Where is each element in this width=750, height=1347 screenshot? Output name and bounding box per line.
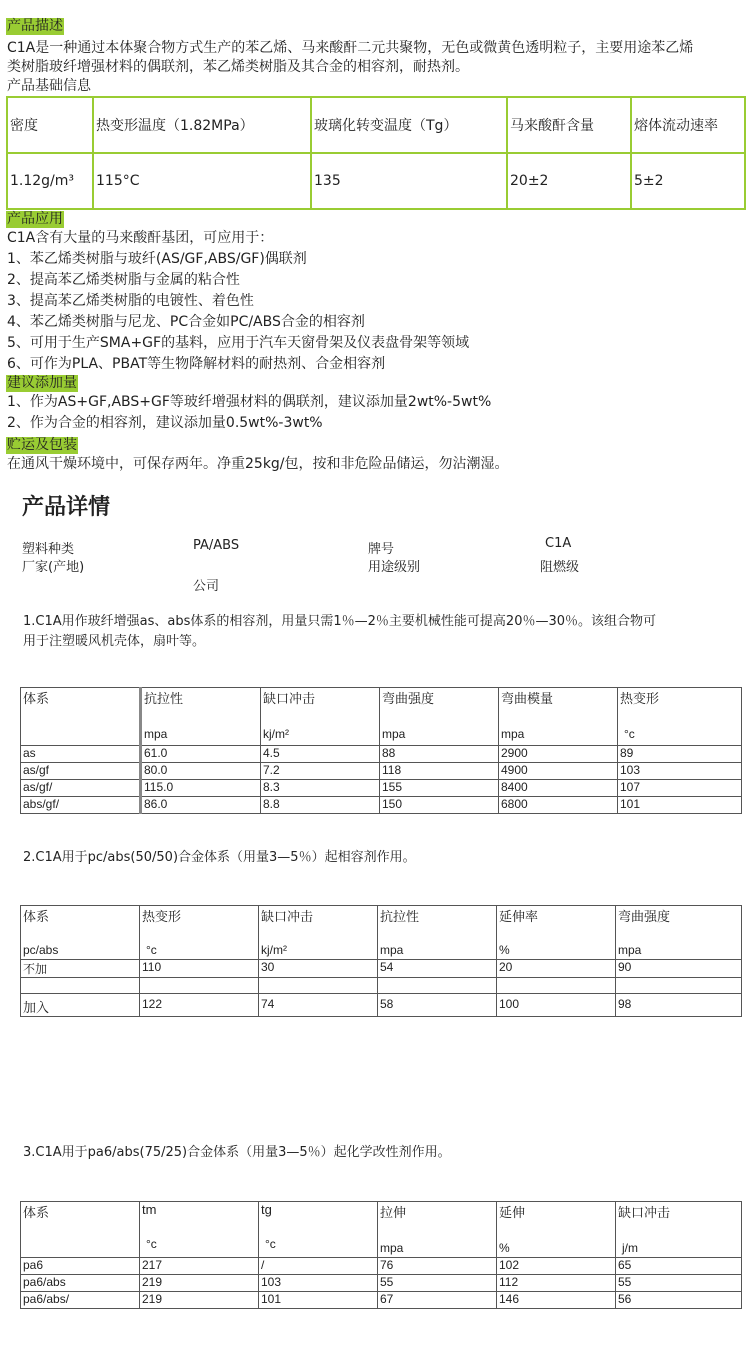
plastic-type-label: 塑料种类 — [22, 542, 75, 557]
plastic-type-value: PA/ABS — [193, 538, 240, 553]
basic-header-cell: 马来酸酐含量 — [507, 97, 631, 153]
table2-cell: 58 — [378, 994, 497, 1017]
table2-cell: 20 — [497, 960, 616, 978]
table2-cell: 90 — [616, 960, 742, 978]
details-title: 产品详情 — [22, 495, 111, 520]
table1-cell: 6800 — [499, 797, 618, 814]
table3-header-cell — [378, 1202, 497, 1258]
table2-header-text: 弯曲强度 — [618, 909, 671, 924]
table1-cell: 107 — [618, 780, 742, 797]
table1-cell: 118 — [380, 763, 499, 780]
table2-cell: 98 — [616, 994, 742, 1017]
table1-cell: 8.8 — [261, 797, 380, 814]
table3-cell: 146 — [497, 1292, 616, 1309]
table2-cell — [140, 978, 259, 994]
table-row — [21, 994, 742, 1017]
table1-header-row — [21, 688, 742, 746]
table3-cell: 112 — [497, 1275, 616, 1292]
maker-label: 厂家(产地) — [22, 560, 85, 575]
table1-header-cell — [261, 688, 380, 746]
table3-header-row — [21, 1202, 742, 1258]
table1-header-cell — [21, 688, 141, 746]
table1-header-text: 缺口冲击 — [263, 691, 316, 706]
table1-header-cell — [141, 688, 261, 746]
table3-header-text: 延伸 — [499, 1205, 526, 1220]
table3-header-text: 体系 — [23, 1205, 50, 1220]
table1-unit: mpa — [144, 727, 168, 741]
table-pa6-abs — [20, 1201, 742, 1309]
table3-cell: 76 — [378, 1258, 497, 1275]
table2-cell — [616, 978, 742, 994]
table1-header-text: 体系 — [23, 691, 50, 706]
table2-cell — [497, 978, 616, 994]
table1-cell: 88 — [380, 746, 499, 763]
table1-cell: as/gf — [21, 763, 141, 780]
application-line: 3、提高苯乙烯类树脂的电镀性、着色性 — [7, 293, 254, 309]
table3-header-cell — [21, 1202, 140, 1258]
application-section — [0, 208, 750, 375]
table-row — [21, 746, 742, 763]
table1-unit: kj/m² — [263, 727, 289, 741]
grade-label: 牌号 — [368, 542, 395, 557]
table2-unit: pc/abs — [23, 943, 59, 957]
application-line: 2、提高苯乙烯类树脂与金属的粘合性 — [7, 272, 240, 288]
note-2: 2.C1A用于pc/abs(50/50)合金体系（用量3—5％）起相容剂作用。 — [23, 850, 416, 865]
table1-cell: 4900 — [499, 763, 618, 780]
dosage-line: 1、作为AS+GF,ABS+GF等玻纤增强材料的偶联剂，建议添加量2wt%-5wt% — [7, 394, 492, 410]
intro-heading: 产品描述 — [7, 18, 63, 34]
table1-cell: 115.0 — [141, 780, 261, 797]
table3-header-text: tg — [261, 1202, 272, 1217]
table-pc-abs — [20, 905, 742, 1017]
table2-unit: °c — [146, 943, 157, 957]
table2-cell — [378, 978, 497, 994]
table3-header-cell — [497, 1202, 616, 1258]
table-row — [21, 960, 742, 978]
table3-cell: 219 — [140, 1275, 259, 1292]
table2-header-text: 延伸率 — [499, 909, 539, 924]
table1-cell: 4.5 — [261, 746, 380, 763]
table2-cell: 122 — [140, 994, 259, 1017]
table1-cell: abs/gf/ — [21, 797, 141, 814]
table3-cell: pa6 — [21, 1258, 140, 1275]
table1-unit: °c — [624, 727, 635, 741]
table1-cell: 8400 — [499, 780, 618, 797]
table1-unit: mpa — [382, 727, 406, 741]
basic-table-value-row — [7, 153, 745, 209]
note-1-line: 1.C1A用作玻纤增强as、abs体系的相容剂，用量只需1％—2％主要机械性能可提高20％—30％。该组合物可 — [23, 614, 657, 629]
note-3: 3.C1A用于pa6/abs(75/25)合金体系（用量3—5％）起化学改性剂作用。 — [23, 1145, 451, 1160]
table2-cell: 54 — [378, 960, 497, 978]
table2-header-text: 缺口冲击 — [261, 909, 314, 924]
table1-cell: 89 — [618, 746, 742, 763]
intro-description-line-1: C1A是一种通过本体聚合物方式生产的苯乙烯、马来酸酐二元共聚物，无色或微黄色透明粒子，主要用途苯乙烯 — [7, 40, 694, 56]
table1-cell: 80.0 — [141, 763, 261, 780]
usage-label: 用途级别 — [368, 560, 421, 575]
table1-header-text: 弯曲强度 — [382, 691, 435, 706]
table1-cell: 7.2 — [261, 763, 380, 780]
table2-unit: mpa — [618, 943, 642, 957]
basic-header-cell: 熔体流动速率 — [631, 97, 745, 153]
dosage-heading: 建议添加量 — [7, 375, 77, 391]
table-row — [21, 1258, 742, 1275]
basic-table-header-row — [7, 97, 745, 153]
note-1-line: 用于注塑暖风机壳体，扇叶等。 — [23, 634, 206, 649]
table3-cell: 55 — [616, 1275, 742, 1292]
application-line: 4、苯乙烯类树脂与尼龙、PC合金如PC/ABS合金的相容剂 — [7, 314, 365, 330]
application-line: 5、可用于生产SMA+GF的基料，应用于汽车天窗骨架及仪表盘骨架等领域 — [7, 335, 470, 351]
table1-cell: 61.0 — [141, 746, 261, 763]
table3-cell: 101 — [259, 1292, 378, 1309]
table2-header-cell — [378, 906, 497, 960]
table3-header-cell — [259, 1202, 378, 1258]
table1-cell: 150 — [380, 797, 499, 814]
table3-cell: 55 — [378, 1275, 497, 1292]
table-row — [21, 1292, 742, 1309]
table2-cell: 74 — [259, 994, 378, 1017]
table3-cell: 217 — [140, 1258, 259, 1275]
basic-header-cell: 玻璃化转变温度（Tg） — [311, 97, 507, 153]
table1-cell: 101 — [618, 797, 742, 814]
table3-unit: °c — [146, 1237, 157, 1251]
table2-header-row — [21, 906, 742, 960]
table1-cell: as — [21, 746, 141, 763]
basic-info-label: 产品基础信息 — [7, 78, 91, 94]
basic-value-cell: 5±2 — [631, 153, 745, 209]
table1-cell: as/gf/ — [21, 780, 141, 797]
basic-value-cell: 1.12g/m³ — [7, 153, 93, 209]
basic-header-cell: 热变形温度（1.82MPa） — [93, 97, 311, 153]
table1-header-text: 热变形 — [620, 691, 660, 706]
table1-header-cell — [499, 688, 618, 746]
table3-cell: 56 — [616, 1292, 742, 1309]
table3-header-text: tm — [142, 1202, 157, 1217]
table2-cell: 30 — [259, 960, 378, 978]
table3-cell: 67 — [378, 1292, 497, 1309]
basic-value-cell: 115°C — [93, 153, 311, 209]
table1-header-cell — [618, 688, 742, 746]
usage-value: 阻燃级 — [540, 560, 580, 575]
table2-cell: 加入 — [21, 994, 140, 1017]
table3-cell: 103 — [259, 1275, 378, 1292]
table2-header-text: 抗拉性 — [380, 909, 420, 924]
table1-cell: 86.0 — [141, 797, 261, 814]
table1-cell: 103 — [618, 763, 742, 780]
table1-header-cell — [380, 688, 499, 746]
storage-section — [0, 434, 750, 475]
note-1 — [23, 612, 723, 652]
table3-cell: pa6/abs/ — [21, 1292, 140, 1309]
intro-section — [0, 15, 750, 96]
dosage-line: 2、作为合金的相容剂，建议添加量0.5wt%-3wt% — [7, 415, 323, 431]
table2-cell — [259, 978, 378, 994]
storage-heading: 贮运及包装 — [7, 437, 77, 453]
table3-header-text: 拉伸 — [380, 1205, 407, 1220]
table2-header-cell — [21, 906, 140, 960]
table2-header-text: 热变形 — [142, 909, 182, 924]
table2-header-cell — [140, 906, 259, 960]
table2-cell — [21, 978, 140, 994]
table2-header-cell — [259, 906, 378, 960]
dosage-section — [0, 372, 750, 434]
table3-header-text: 缺口冲击 — [618, 1205, 671, 1220]
table2-cell: 不加 — [21, 960, 140, 978]
table3-header-cell — [616, 1202, 742, 1258]
table2-unit: kj/m² — [261, 943, 287, 957]
application-line: 6、可作为PLA、PBAT等生物降解材料的耐热剂、合金相容剂 — [7, 356, 386, 372]
table3-unit: % — [499, 1241, 510, 1255]
table-row — [21, 780, 742, 797]
table-row — [21, 1275, 742, 1292]
grade-value: C1A — [545, 536, 572, 551]
basic-value-cell: 20±2 — [507, 153, 631, 209]
table2-header-cell — [497, 906, 616, 960]
table2-unit: mpa — [380, 943, 404, 957]
application-line: C1A含有大量的马来酸酐基团，可应用于： — [7, 230, 274, 246]
table-row — [21, 978, 742, 994]
table3-unit: mpa — [380, 1241, 404, 1255]
table1-cell: 8.3 — [261, 780, 380, 797]
table-as-abs — [20, 687, 742, 814]
table3-cell: / — [259, 1258, 378, 1275]
table2-cell: 100 — [497, 994, 616, 1017]
table1-cell: 155 — [380, 780, 499, 797]
application-heading: 产品应用 — [7, 211, 63, 227]
maker-value: 公司 — [193, 579, 220, 594]
table2-cell: 110 — [140, 960, 259, 978]
table2-header-text: 体系 — [23, 909, 50, 924]
table1-unit: mpa — [501, 727, 525, 741]
table2-header-cell — [616, 906, 742, 960]
table-row — [21, 763, 742, 780]
table3-unit: °c — [265, 1237, 276, 1251]
table1-cell: 2900 — [499, 746, 618, 763]
basic-info-table — [6, 96, 746, 210]
intro-description-line-2: 类树脂玻纤增强材料的偶联剂，苯乙烯类树脂及其合金的相容剂，耐热剂。 — [7, 59, 469, 75]
table3-cell: 102 — [497, 1258, 616, 1275]
table2-unit: % — [499, 943, 510, 957]
table1-header-text: 抗拉性 — [144, 691, 184, 706]
application-line: 1、苯乙烯类树脂与玻纤(AS/GF,ABS/GF)偶联剂 — [7, 251, 307, 267]
table3-cell: pa6/abs — [21, 1275, 140, 1292]
table-row — [21, 797, 742, 814]
basic-header-cell: 密度 — [7, 97, 93, 153]
table1-header-text: 弯曲模量 — [501, 691, 554, 706]
table3-cell: 219 — [140, 1292, 259, 1309]
table3-unit: j/m — [622, 1241, 638, 1255]
basic-value-cell: 135 — [311, 153, 507, 209]
table3-header-cell — [140, 1202, 259, 1258]
table3-cell: 65 — [616, 1258, 742, 1275]
storage-text: 在通风干燥环境中，可保存两年。净重25kg/包，按和非危险品储运，勿沾潮湿。 — [7, 456, 509, 472]
